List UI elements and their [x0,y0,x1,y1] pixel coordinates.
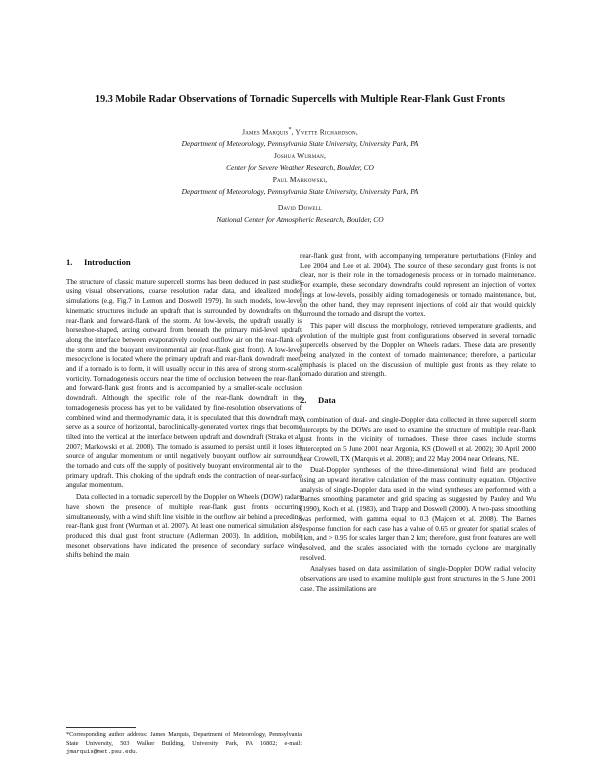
body-paragraph: The structure of classic mature supercell storms has been deduced in past studies using visual observations, coarse resolution radar data, and idealized model simulations (e.g. Fig.7 in Lemon and Doswell 1979). In such models, low-level kinematic structures include an updraft that is surrounded by downdrafts on the rear-flank and forward-flank of the storm. At low-levels, the updraft usually is horseshoe-shaped, arcing outward from beneath the primary mid-level updraft along the interface between evaporatively cooled outflow air on the rear-flank of the storm and the buoyant environmental air (rear-flank gust front). A low-level mesocyclone is located where the primary updraft and rear-flank downdraft meet, and if a tornado is to form, it will usually occur in this area of strong storm-scale vorticity. Tornadogenesis occurs near the time of occlusion between the rear-flank and forward-flank gust fronts and is accompanied by a smaller-scale occlusion downdraft. Although the specific role of the rear-flank downdraft in the tornadogenesis process has yet to be validated by fine-resolution observations of combined wind and thermodynamic data, it is speculated that this downdraft may serve as a source of horizontal, baroclinically-generated vortex rings that become tilted into the vertical at the interface between updraft and downdraft (Straka et al. 2007; Markowski et al. 2008). The tornado is assumed to persist until it loses its source of angular momentum or until negatively buoyant outflow air surrounds the tornado and cuts off the supply of positively buoyant environmental air to the primary updraft. This choking of the updraft ends the contraction of near-surface angular momentum. [66,277,302,490]
author-name: James Marquis [242,127,289,137]
body-paragraph: rear-flank gust front, with accompanying temperature perturbations (Finley and Lee 2004 and Lee et al. 2004). The source of these secondary gust fronts is not clear, nor is their role in the tornadogenesis process or in tornado maintenance. For example, these secondary downdrafts could represent an injection of vortex rings at low-levels, possibly aiding tornadogenesis or tornado maintenance, but, on the other hand, they may represent injections of cold air that would quickly surround the tornado and disrupt the vortex. [300,252,536,319]
left-column [66,258,302,563]
body-paragraph: This paper will discuss the morphology, retrieved temperature gradients, and evolution of the multiple gust front configurations observed in several tornadic supercells observed by the Doppler on Wheels radars. These data are presently being analyzed in the context of tornado maintenance; therefore, a particular emphasis is placed on the discussion of multiple gust fronts as they relate to tornado duration and strength. [300,321,536,379]
section-number: 1. [66,257,73,267]
section-title: Introduction [84,257,131,267]
corresponding-mark: * [288,127,292,133]
footnote [66,731,302,757]
author-name: Joshua Wurman, [273,151,327,161]
author-affiliation: Department of Meteorology, Pennsylvania State University, University Park, PA [181,187,419,197]
right-column [300,252,536,597]
author-name: David Dowell [277,203,323,213]
author-separator: , [291,127,296,137]
author-name: Paul Markowski, [272,175,328,185]
section-spacer [300,382,536,396]
section-title: Data [318,395,336,406]
body-paragraph: Dual-Doppler syntheses of the three-dimensional wind field are produced using an upward iterative calculation of the mass continuity equation. Objective analysis of single-Doppler data used in the wind syntheses are performed with a Barnes smoothing parameter and grid spacing as suggested by Pauley and Wu (1990), Koch et al. (1983), and Trapp and Doswell (2000). A two-pass smoothing was performed, with gamma equal to 0.3 (Majcen et al. 2008). The Barnes response function for each case has a value of 0.65 or greater for spatial scales of 1km, and > 0.95 for scales larger than 2 km; therefore, gust front features are well resolved, and the scales associated with the tornado cyclone are marginally resolved. [300,466,536,562]
footnote-text: *Corresponding author address: James Marquis, Department of Meteorology, Pennsylvania State University, 503 Walker Building, University Park, PA 16802; e-mail: [66,731,302,747]
footnote-end: . [135,748,138,756]
author-block [40,124,560,226]
author-name: Yvette Richardson, [295,127,358,137]
author-line-1 [40,124,560,138]
body-paragraph: A combination of dual- and single-Doppler data collected in three supercell storm intercepts by the DOWs are used to examine the structure of multiple rear-flank gust fronts in the vicinity of tornadoes. These three cases include storms intercepted on 5 June 2001 near Argonia, KS (Dowell et al. 2002); 30 April 2000 near Crowell, TX (Marquis et al. 2008); and 22 May 2004 near Orleans, NE. [300,415,536,463]
section-heading-data [300,396,536,406]
body-paragraph: Data collected in a tornadic supercell by the Doppler on Wheels (DOW) radars have shown the presence of multiple rear-flank gust fronts occurring simultaneously, with a wind shift line visible in the outflow air behind a preceding rear-flank gust front (Wurman et al. 2007). At least one numerical simulation also produced this dual gust front structure (Adlerman 2003). In addition, mobile mesonet observations have indicated the presence of secondary surface wind shifts behind the main [66,493,302,560]
footnote-email: jmarquis@met.psu.edu [66,748,136,756]
section-number: 2. [300,395,307,406]
author-affiliation: National Center for Atmospheric Research, Boulder, CO [216,215,384,225]
paper-title: 19.3 Mobile Radar Observations of Tornadic Supercells with Multiple Rear-Flank Gust Fronts [95,94,505,105]
author-affiliation: Department of Meteorology, Pennsylvania State University, University Park, PA [181,139,419,149]
author-affiliation: Center for Severe Weather Research, Boulder, CO [226,163,374,173]
section-heading-introduction [66,258,302,268]
body-paragraph: Analyses based on data assimilation of single-Doppler DOW radial velocity observations are used to examine multiple gust front structures in the 5 June 2001 case. The assimilations are [300,565,536,593]
footnote-rule [66,727,136,728]
